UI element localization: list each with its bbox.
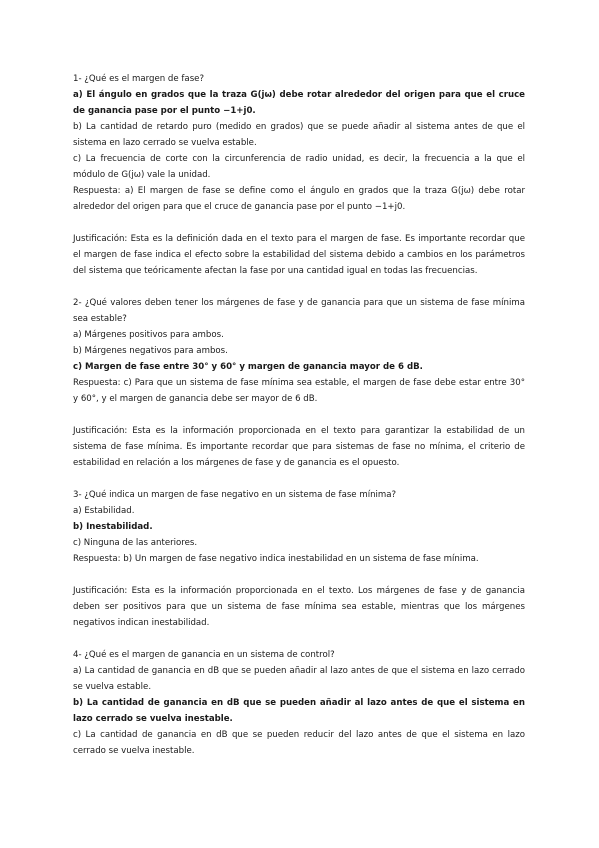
justification-text: Justificación: Esta es la definición dada en el texto para el margen de fase. Es importante recordar que el margen de fase indica el efecto sobre la estabilidad del sistema debido a cambios en los parámetros del sistema que teóricamente afectan la fase por una cantidad igual en todas las frecuencias. [73,234,525,276]
spacer [73,215,525,231]
answer-option: a) La cantidad de ganancia en dB que se pueden añadir al lazo antes de que el sistema en lazo cerrado se vuelva estable. [73,666,525,692]
question-text: 1- ¿Qué es el margen de fase? [73,74,205,84]
answer-option: b) La cantidad de retardo puro (medido en grados) que se puede añadir al sistema antes de que el sistema en lazo cerrado se vuelva estable. [73,122,525,148]
answer-text: Respuesta: a) El margen de fase se define como el ángulo en grados que la traza G(jω) debe rotar alrededor del origen para que el cruce de ganancia pase por el punto −1+j0. [73,186,525,212]
question-block [73,487,525,631]
answer-option: c) La frecuencia de corte con la circunferencia de radio unidad, es decir, la frecuencia a la que el módulo de G(jω) vale la unidad. [73,154,525,180]
correct-option: b) Inestabilidad. [73,522,153,532]
answer-option: c) La cantidad de ganancia en dB que se pueden reducir del lazo antes de que el sistema en lazo cerrado se vuelva inestable. [73,730,525,756]
document-page [73,71,525,775]
answer-option: a) Márgenes positivos para ambos. [73,330,224,340]
question-block [73,647,525,759]
question-text: 2- ¿Qué valores deben tener los márgenes de fase y de ganancia para que un sistema de fase mínima sea estable? [73,298,525,324]
question-text: 4- ¿Qué es el margen de ganancia en un sistema de control? [73,650,335,660]
correct-option: b) La cantidad de ganancia en dB que se pueden añadir al lazo antes de que el sistema en lazo cerrado se vuelva inestable. [73,698,525,724]
question-block [73,295,525,471]
spacer [73,407,525,423]
justification-text: Justificación: Esta es la información proporcionada en el texto para garantizar la estabilidad de un sistema de fase mínima. Es importante recordar que para sistemas de fase no mínima, el criterio de estabilidad en relación a los márgenes de fase y de ganancia es el opuesto. [73,426,525,468]
answer-option: a) Estabilidad. [73,506,135,516]
question-block [73,71,525,279]
answer-option: b) Márgenes negativos para ambos. [73,346,228,356]
justification-text: Justificación: Esta es la información proporcionada en el texto. Los márgenes de fase y de ganancia deben ser positivos para que un sistema de fase mínima sea estable, mientras que los márgenes negativos indican inestabilidad. [73,586,525,628]
correct-option: a) El ángulo en grados que la traza G(jω) debe rotar alrededor del origen para que el cruce de ganancia pase por el punto −1+j0. [73,90,525,116]
answer-option: c) Ninguna de las anteriores. [73,538,198,548]
answer-text: Respuesta: b) Un margen de fase negativo indica inestabilidad en un sistema de fase mínima. [73,554,479,564]
correct-option: c) Margen de fase entre 30° y 60° y margen de ganancia mayor de 6 dB. [73,362,423,372]
answer-text: Respuesta: c) Para que un sistema de fase mínima sea estable, el margen de fase debe estar entre 30° y 60°, y el margen de ganancia debe ser mayor de 6 dB. [73,378,525,404]
spacer [73,567,525,583]
question-text: 3- ¿Qué indica un margen de fase negativo en un sistema de fase mínima? [73,490,397,500]
